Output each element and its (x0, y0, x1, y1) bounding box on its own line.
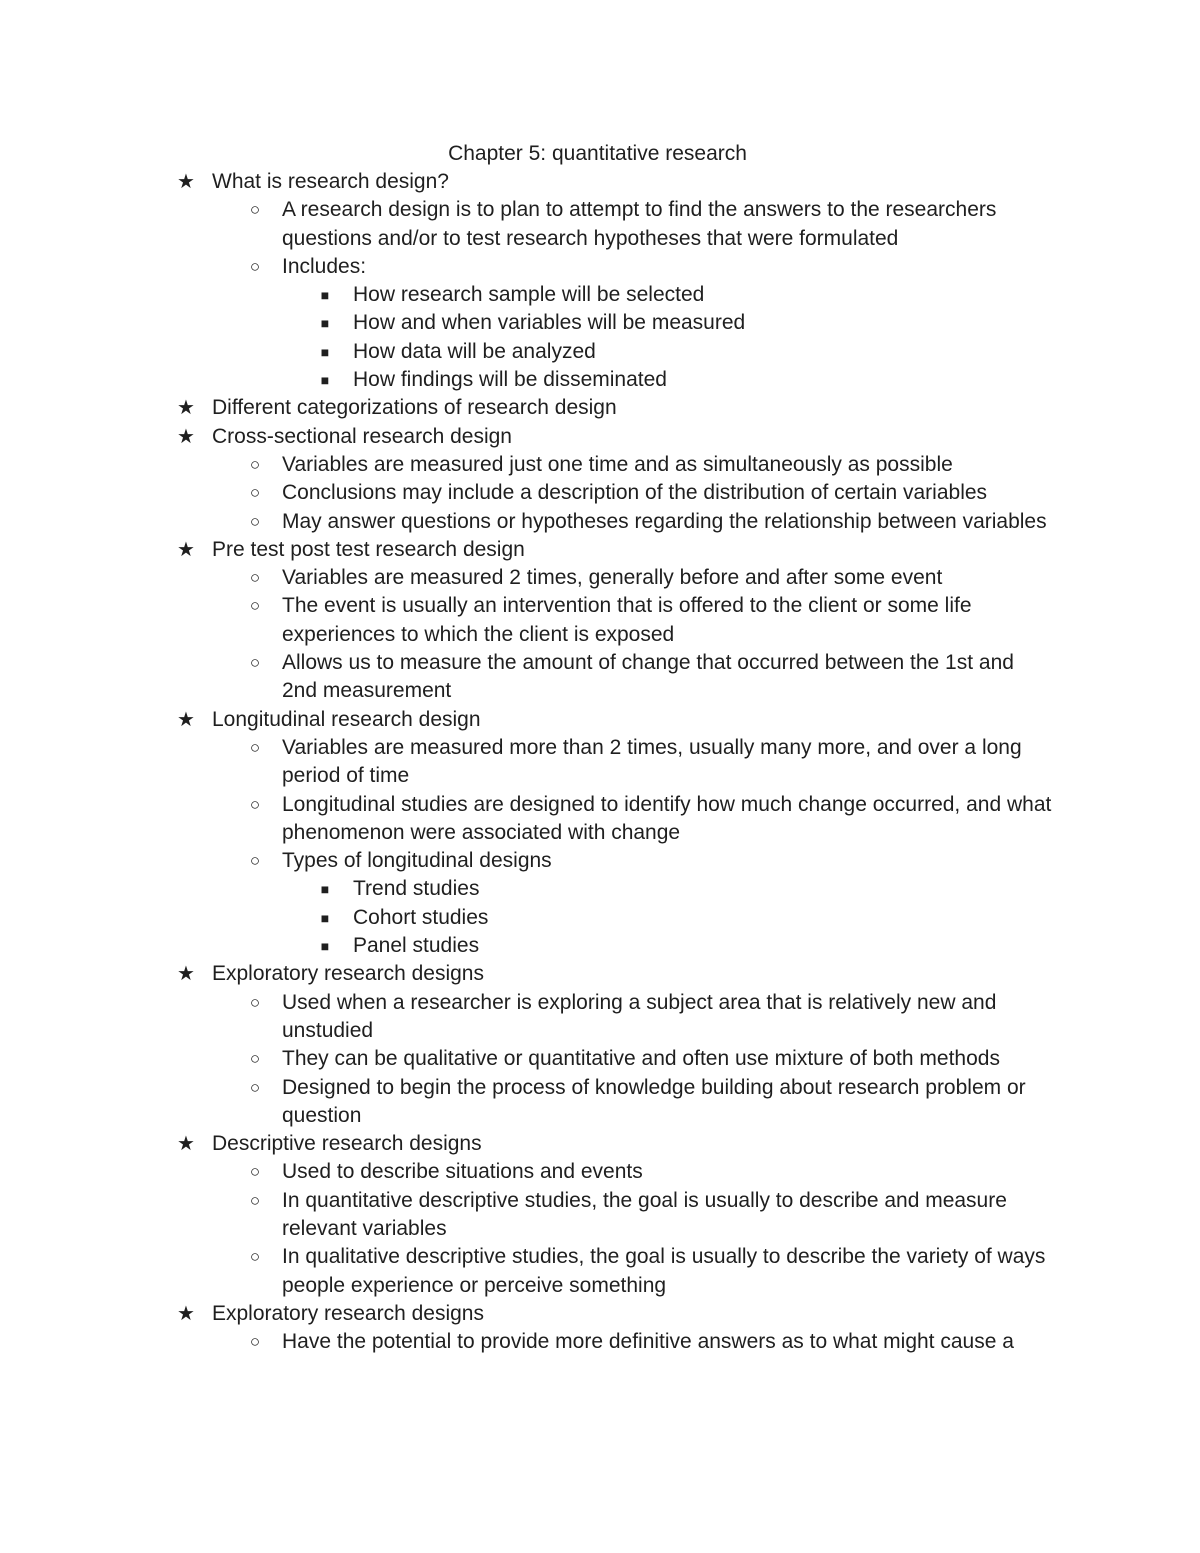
bullet-outline (0, 168, 1200, 1356)
list-item (0, 706, 1200, 734)
list-item (0, 649, 1200, 706)
list-item (0, 1300, 1200, 1328)
star-bullet-icon: ★ (177, 538, 195, 561)
list-item-text: How data will be analyzed (353, 339, 596, 363)
list-item (0, 1243, 1200, 1300)
list-item-text: Types of longitudinal designs (282, 849, 552, 873)
circle-bullet-icon: ○ (249, 1077, 261, 1097)
list-item (0, 196, 1200, 253)
list-item-text: In qualitative descriptive studies, the goal is usually to describe the variety of ways people experience or perceive something (282, 1245, 1046, 1297)
list-item-text: In quantitative descriptive studies, the goal is usually to describe and measure relevant variables (282, 1188, 1007, 1240)
circle-bullet-icon: ○ (249, 1049, 261, 1069)
circle-bullet-icon: ○ (249, 1247, 261, 1267)
circle-bullet-icon: ○ (249, 483, 261, 503)
list-item (0, 423, 1200, 451)
list-item (0, 366, 1200, 394)
square-bullet-icon: ■ (320, 287, 330, 304)
circle-bullet-icon: ○ (249, 1190, 261, 1210)
list-item (0, 847, 1200, 875)
list-item-text: They can be qualitative or quantitative and often use mixture of both methods (282, 1047, 1000, 1071)
star-bullet-icon: ★ (177, 1133, 195, 1156)
list-item (0, 932, 1200, 960)
circle-bullet-icon: ○ (249, 568, 261, 588)
circle-bullet-icon: ○ (249, 256, 261, 276)
circle-bullet-icon: ○ (249, 992, 261, 1012)
list-item-text: Pre test post test research design (212, 537, 525, 561)
square-bullet-icon: ■ (320, 343, 330, 360)
list-item (0, 253, 1200, 281)
list-item (0, 960, 1200, 988)
list-item (0, 1045, 1200, 1073)
list-item (0, 451, 1200, 479)
list-item (0, 479, 1200, 507)
square-bullet-icon: ■ (320, 938, 330, 955)
list-item-text: Variables are measured more than 2 times, usually many more, and over a long period of time (282, 735, 1022, 788)
list-item-text: A research design is to plan to attempt to find the answers to the researchers questions and/or to test research hypotheses that were formulated (282, 198, 997, 250)
circle-bullet-icon: ○ (249, 653, 261, 673)
circle-bullet-icon: ○ (249, 596, 261, 616)
list-item (0, 1187, 1200, 1244)
list-item-text: Variables are measured just one time and as simultaneously as possible (282, 452, 953, 476)
list-item-text: Longitudinal studies are designed to identify how much change occurred, and what phenomenon were associated with change (282, 792, 1052, 844)
list-item (0, 536, 1200, 564)
star-bullet-icon: ★ (177, 708, 195, 731)
star-bullet-icon: ★ (177, 425, 195, 448)
star-bullet-icon: ★ (177, 171, 195, 193)
list-item-text: Cohort studies (353, 905, 489, 929)
list-item-text: Longitudinal research design (212, 707, 481, 731)
square-bullet-icon: ■ (320, 881, 330, 898)
list-item-text: Exploratory research designs (212, 1301, 484, 1325)
list-item (0, 1074, 1200, 1131)
list-item-text: May answer questions or hypotheses regarding the relationship between variables (282, 509, 1047, 533)
circle-bullet-icon: ○ (249, 1162, 261, 1182)
circle-bullet-icon: ○ (249, 851, 261, 871)
list-item (0, 592, 1200, 649)
square-bullet-icon: ■ (320, 315, 330, 332)
list-item (0, 1328, 1200, 1356)
list-item-text: Used when a researcher is exploring a subject area that is relatively new and unstudied (282, 990, 997, 1042)
list-item-text: Trend studies (353, 877, 480, 901)
list-item (0, 564, 1200, 592)
list-item-text: Allows us to measure the amount of change that occurred between the 1st and 2nd measurement (282, 651, 1014, 703)
circle-bullet-icon: ○ (249, 737, 261, 757)
list-item (0, 1130, 1200, 1158)
circle-bullet-icon: ○ (249, 794, 261, 814)
list-item-text: Includes: (282, 254, 367, 278)
list-item (0, 791, 1200, 848)
star-bullet-icon: ★ (177, 963, 195, 986)
square-bullet-icon: ■ (320, 372, 330, 389)
star-bullet-icon: ★ (177, 397, 195, 420)
circle-bullet-icon: ○ (249, 200, 261, 220)
list-item (0, 904, 1200, 932)
circle-bullet-icon: ○ (249, 511, 261, 531)
circle-bullet-icon: ○ (249, 454, 261, 474)
list-item-text: Used to describe situations and events (282, 1160, 643, 1184)
list-item-text: Cross-sectional research design (212, 424, 512, 448)
list-item-text: Conclusions may include a description of the distribution of certain variables (282, 481, 988, 505)
list-item-text: Designed to begin the process of knowledge building about research problem or question (282, 1075, 1026, 1127)
list-item-text: The event is usually an intervention that is offered to the client or some life experiences to which the client is exposed (282, 594, 972, 646)
list-item (0, 989, 1200, 1046)
list-item-text: Variables are measured 2 times, generally before and after some event (282, 566, 943, 590)
list-item-text: Have the potential to provide more definitive answers as to what might cause a (282, 1330, 1014, 1354)
list-item-text: What is research design? (212, 170, 449, 193)
star-bullet-icon: ★ (177, 1302, 195, 1325)
list-item-text: How and when variables will be measured (353, 311, 746, 335)
list-item-text: How findings will be disseminated (353, 368, 667, 392)
list-item-text: Exploratory research designs (212, 962, 484, 986)
list-item (0, 734, 1200, 791)
list-item (0, 875, 1200, 903)
list-item-text: Panel studies (353, 934, 480, 958)
list-item (0, 1158, 1200, 1186)
list-item-text: Different categorizations of research design (212, 396, 617, 420)
square-bullet-icon: ■ (320, 909, 330, 926)
list-item (0, 168, 1200, 196)
page-title: Chapter 5: quantitative research (448, 142, 747, 165)
circle-bullet-icon: ○ (249, 1332, 261, 1352)
list-item-text: Descriptive research designs (212, 1132, 482, 1156)
list-item (0, 281, 1200, 309)
list-item (0, 394, 1200, 422)
list-item-text: How research sample will be selected (353, 283, 705, 307)
list-item (0, 338, 1200, 366)
list-item (0, 309, 1200, 337)
list-item (0, 508, 1200, 536)
